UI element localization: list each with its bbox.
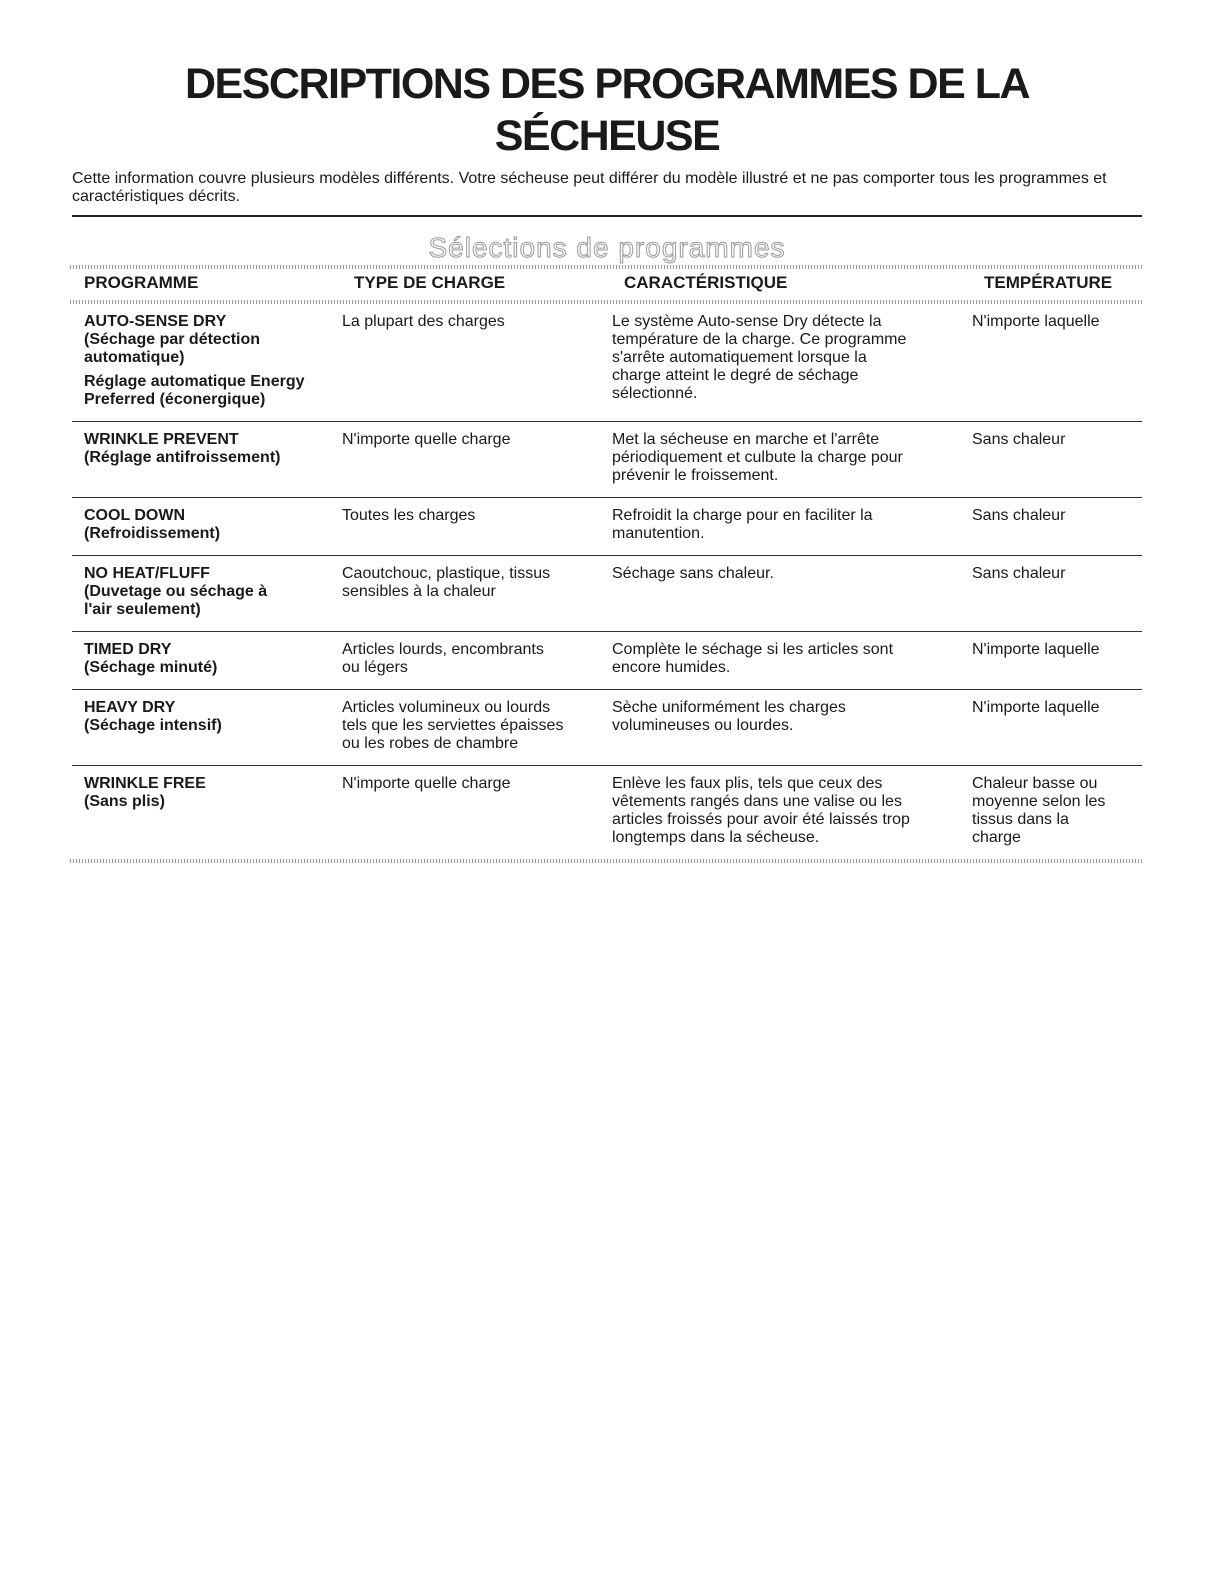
temperature-cell: Sans chaleur [972, 431, 1066, 448]
load-type-cell: Articles volumineux ou lourds tels que les serviettes épaisses ou les robes de chambre [342, 699, 564, 752]
load-type-cell: Toutes les charges [342, 507, 476, 524]
table-row [72, 304, 1142, 422]
table-body [72, 304, 1142, 859]
program-name: WRINKLE FREE [84, 775, 206, 792]
table-row [72, 632, 1142, 690]
feature-cell: Séchage sans chaleur. [612, 565, 774, 582]
program-subname: (Séchage intensif) [84, 717, 222, 734]
program-subname: (Sans plis) [84, 793, 165, 810]
program-name: HEAVY DRY [84, 699, 176, 716]
document-page [72, 58, 1142, 863]
table-row [72, 690, 1142, 766]
load-type-cell: Articles lourds, encombrants ou légers [342, 641, 544, 676]
program-subname: (Duvetage ou séchage à l'air seulement) [84, 583, 268, 618]
load-type-cell: Caoutchouc, plastique, tissus sensibles à la chaleur [342, 565, 551, 600]
program-subname: (Séchage minuté) [84, 659, 218, 676]
feature-cell: Enlève les faux plis, tels que ceux des vêtements rangés dans une valise ou les articles froissés pour avoir été laissés trop longtemps dans la sécheuse. [612, 775, 910, 846]
page-title: DESCRIPTIONS DES PROGRAMMES DE LA SÉCHEUSE [184, 60, 1030, 160]
program-cell [72, 498, 342, 556]
table-row [72, 766, 1142, 860]
feature-cell: Sèche uniformément les charges volumineuses ou lourdes. [612, 699, 846, 734]
temperature-cell: Sans chaleur [972, 565, 1066, 582]
section-title: Sélections de programmes [428, 232, 786, 263]
column-header-temperature: TEMPÉRATURE [984, 273, 1113, 292]
program-cell [72, 422, 342, 498]
program-name: COOL DOWN [84, 507, 186, 524]
program-name: WRINKLE PREVENT [84, 431, 239, 448]
column-header-programme: PROGRAMME [84, 273, 199, 292]
table-row [72, 556, 1142, 632]
program-name: NO HEAT/FLUFF [84, 565, 210, 582]
temperature-cell: N'importe laquelle [972, 699, 1100, 716]
intro-paragraph: Cette information couvre plusieurs modèles différents. Votre sécheuse peut différer du modèle illustré et ne pas comporter tous les programmes et caractéristiques décrits. [72, 170, 1107, 205]
temperature-cell: N'importe laquelle [972, 641, 1100, 658]
temperature-cell: N'importe laquelle [972, 313, 1100, 330]
column-header-feature: CARACTÉRISTIQUE [624, 273, 788, 292]
program-cell [72, 632, 342, 690]
title-rule [72, 215, 1142, 217]
program-cell [72, 304, 342, 422]
program-subname: (Réglage antifroissement) [84, 449, 281, 466]
program-name: TIMED DRY [84, 641, 172, 658]
program-name: AUTO-SENSE DRY [84, 313, 227, 330]
load-type-cell: La plupart des charges [342, 313, 505, 330]
feature-cell: Refroidit la charge pour en faciliter la manutention. [612, 507, 873, 542]
table-row [72, 498, 1142, 556]
temperature-cell: Sans chaleur [972, 507, 1066, 524]
temperature-cell: Chaleur basse ou moyenne selon les tissus dans la charge [972, 775, 1106, 846]
program-extra-setting: Réglage automatique Energy Preferred (éconergique) [84, 373, 305, 408]
load-type-cell: N'importe quelle charge [342, 775, 511, 792]
feature-cell: Complète le séchage si les articles sont encore humides. [612, 641, 894, 676]
program-subname: (Séchage par détection automatique) [84, 331, 261, 366]
program-cell [72, 690, 342, 766]
table-row [72, 422, 1142, 498]
load-type-cell: N'importe quelle charge [342, 431, 511, 448]
program-cell [72, 556, 342, 632]
feature-cell: Met la sécheuse en marche et l'arrête périodiquement et culbute la charge pour prévenir le froissement. [612, 431, 903, 484]
program-cell [72, 766, 342, 860]
table-header [72, 269, 1142, 300]
column-header-load-type: TYPE DE CHARGE [354, 273, 506, 292]
programs-table [72, 304, 1142, 859]
feature-cell: Le système Auto-sense Dry détecte la température de la charge. Ce programme s'arrête automatiquement lorsque la charge atteint le degré de séchage sélectionné. [612, 313, 907, 402]
program-subname: (Refroidissement) [84, 525, 221, 542]
dotted-rule-bottom [70, 859, 1144, 863]
